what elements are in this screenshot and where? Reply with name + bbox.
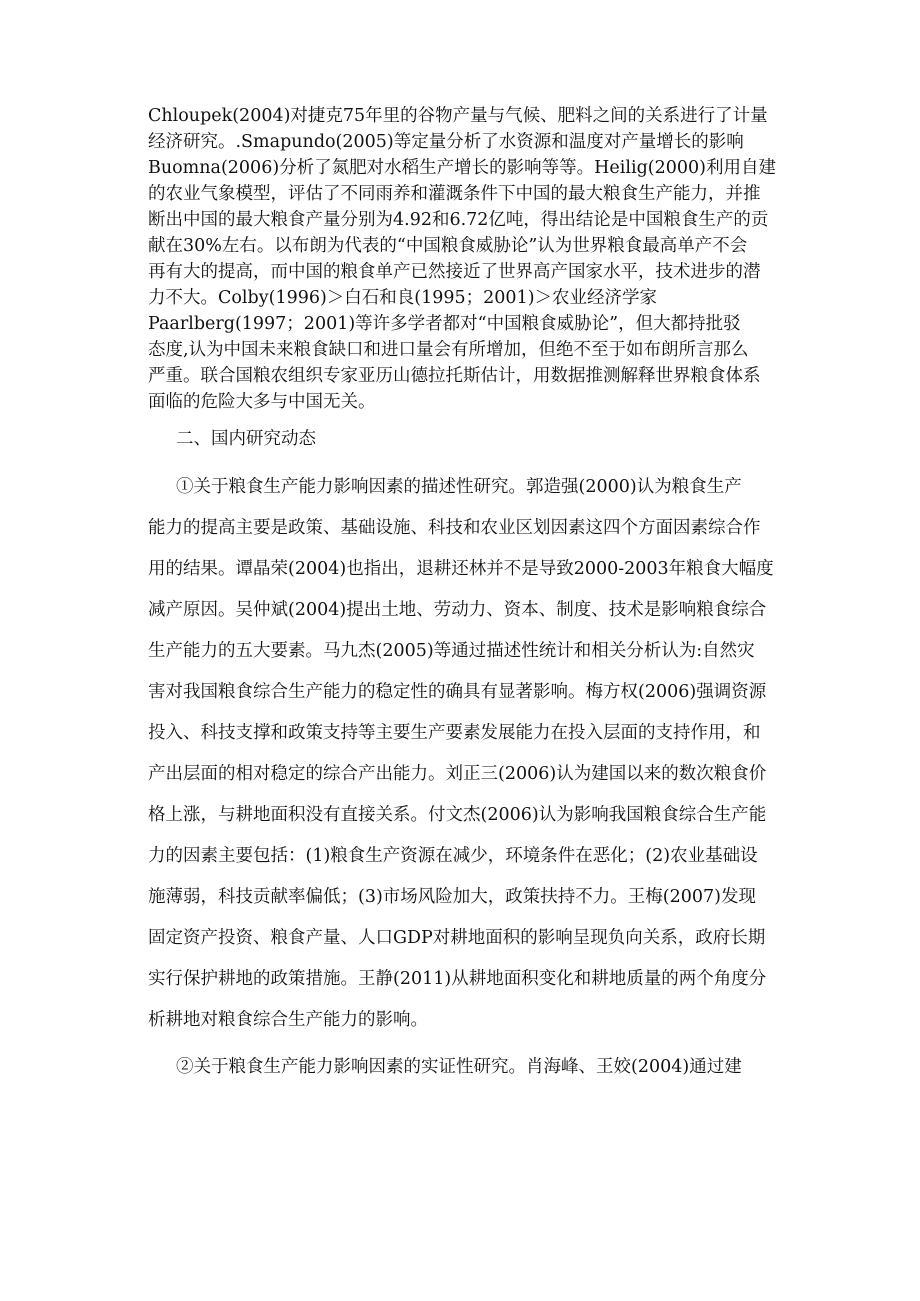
text-line: Buomna(2006)分析了氮肥对水稻生产增长的影响等等。Heilig(2000)利用自建 <box>148 158 776 178</box>
text-line: 格上涨，与耕地面积没有直接关系。付文杰(2006)认为影响我国粮食综合生产能 <box>148 805 767 825</box>
text-line: 献在30%左右。以布朗为代表的“中国粮食威胁论”认为世界粮食最高单产不会 <box>148 236 748 256</box>
text-line: 减产原因。吴仲斌(2004)提出土地、劳动力、资本、制度、技术是影响粮食综合 <box>148 600 767 620</box>
text-line: 面临的危险大多与中国无关。 <box>148 392 376 412</box>
text-line: 再有大的提高，而中国的粮食单产已然接近了世界高产国家水平，技术进步的潜 <box>148 262 761 282</box>
text-line: 产出层面的相对稳定的综合产出能力。刘正三(2006)认为建国以来的数次粮食价 <box>148 764 767 784</box>
text-line: Chloupek(2004)对捷克75年里的谷物产量与气候、肥料之间的关系进行了计量 <box>148 106 768 126</box>
text-line: 投入、科技支撑和政策支持等主要生产要素发展能力在投入层面的支持作用，和 <box>148 723 761 743</box>
text-line: 的农业气象模型，评估了不同雨养和灌溉条件下中国的最大粮食生产能力，并推 <box>148 184 761 204</box>
text-line: ②关于粮食生产能力影响因素的实证性研究。肖海峰、王姣(2004)通过建 <box>176 1057 742 1077</box>
text-line: 生产能力的五大要素。马九杰(2005)等通过描述性统计和相关分析认为:自然灾 <box>148 641 755 661</box>
text-line: 力的因素主要包括：(1)粮食生产资源在减少，环境条件在恶化；(2)农业基础设 <box>148 846 758 866</box>
text-line: 析耕地对粮食综合生产能力的影响。 <box>148 1010 428 1030</box>
section-heading: 二、国内研究动态 <box>176 429 316 449</box>
text-line: 害对我国粮食综合生产能力的稳定性的确具有显著影响。梅方权(2006)强调资源 <box>148 682 767 702</box>
text-line: 态度,认为中国未来粮食缺口和进口量会有所增加，但绝不至于如布朗所言那么 <box>148 340 749 360</box>
text-line: 固定资产投资、粮食产量、人口GDP对耕地面积的影响呈现负向关系，政府长期 <box>148 928 766 948</box>
text-line: ①关于粮食生产能力影响因素的描述性研究。郭造强(2000)认为粮食生产 <box>176 477 742 497</box>
text-line: 力不大。Colby(1996)＞白石和良(1995；2001)＞农业经济学家 <box>148 288 658 308</box>
text-line: 严重。联合国粮农组织专家亚历山德拉托斯估计，用数据推测解释世界粮食体系 <box>148 366 761 386</box>
text-line: 施薄弱，科技贡献率偏低；(3)市场风险加大，政策扶持不力。王梅(2007)发现 <box>148 887 756 907</box>
text-line: Paarlberg(1997；2001)等许多学者都对“中国粮食威胁论”，但大都持批驳 <box>148 314 741 334</box>
text-line: 能力的提高主要是政策、基础设施、科技和农业区划因素这四个方面因素综合作 <box>148 518 761 538</box>
text-line: 用的结果。谭晶荣(2004)也指出，退耕还林并不是导致2000-2003年粮食大幅度 <box>148 559 774 579</box>
text-line: 断出中国的最大粮食产量分别为4.92和6.72亿吨，得出结论是中国粮食生产的贡 <box>148 210 769 230</box>
text-line: 经济研究。.Smapundo(2005)等定量分析了水资源和温度对产量增长的影响 <box>148 132 744 152</box>
text-line: 实行保护耕地的政策措施。王静(2011)从耕地面积变化和耕地质量的两个角度分 <box>148 969 767 989</box>
